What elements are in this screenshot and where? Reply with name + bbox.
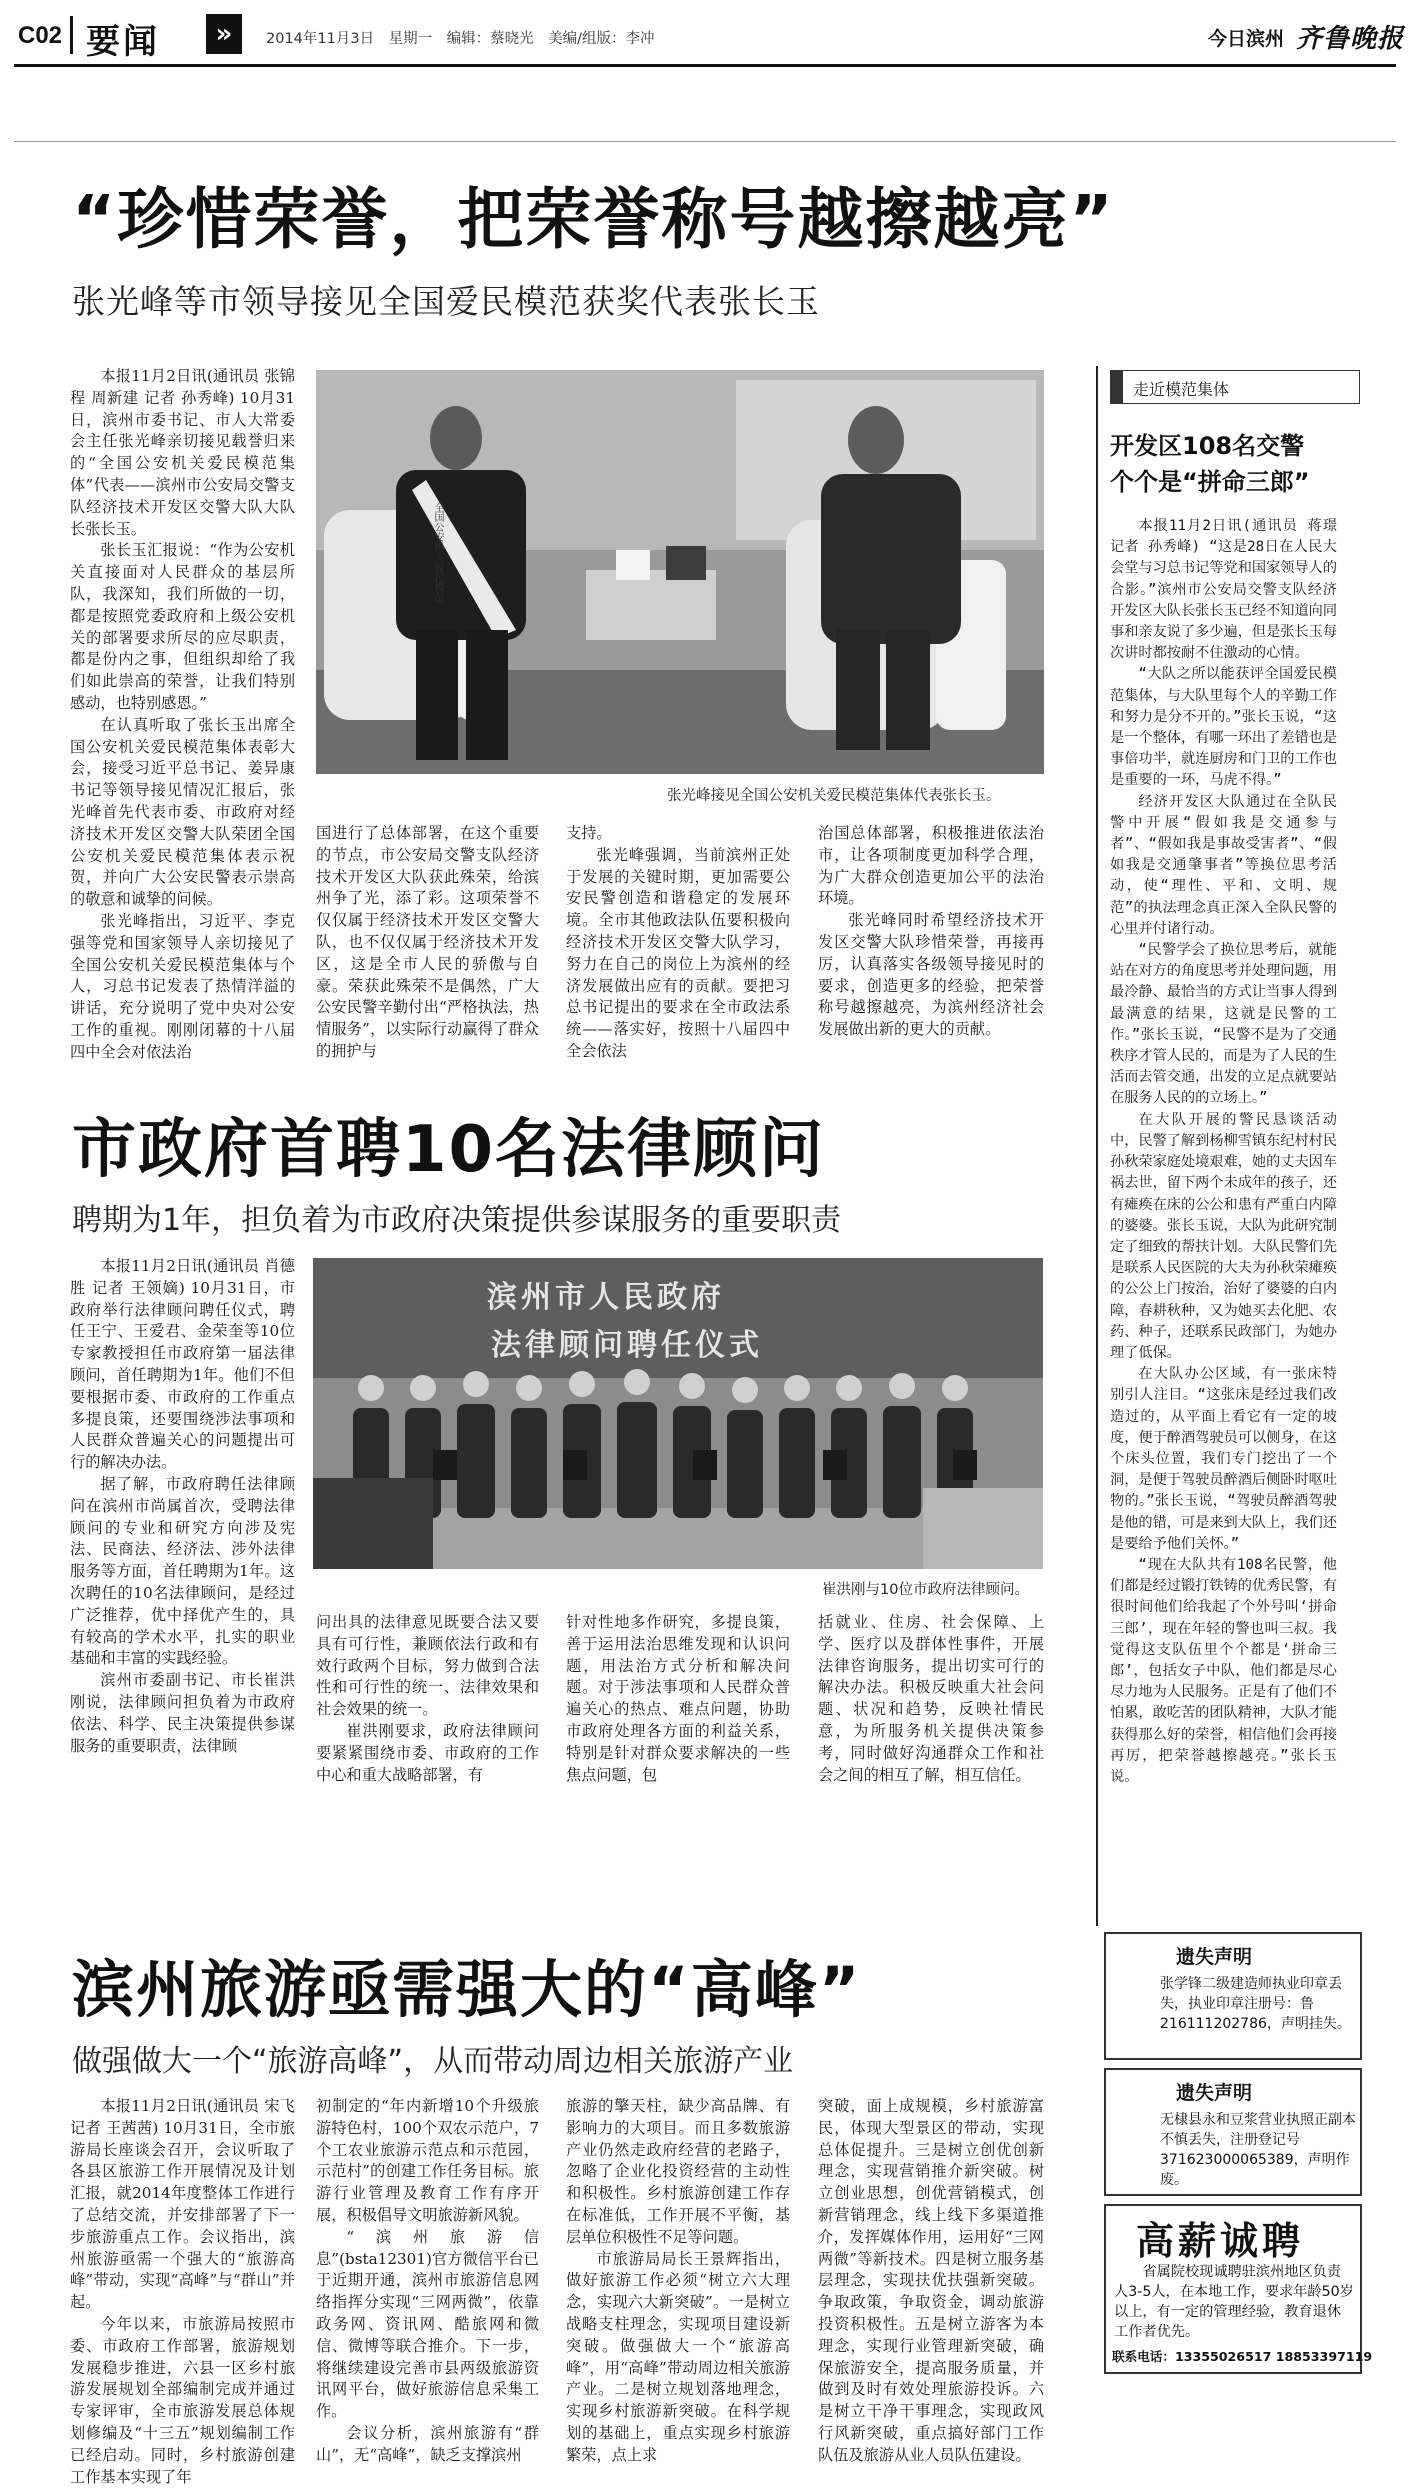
masthead-rule-thin — [14, 141, 1396, 142]
issue-info: 2014年11月3日 星期一 编辑：蔡晓光 美编/组版：李冲 — [266, 31, 655, 47]
story1-caption: 张光峰接见全国公安机关爱民模范集体代表张长玉。 — [667, 788, 1001, 804]
notice-title: 遗失声明 — [1176, 2082, 1253, 2104]
story3-col1 — [70, 2096, 295, 2486]
section-arrow-icon: » — [206, 14, 242, 54]
story1-col1 — [70, 366, 295, 1076]
paragraph: 张光峰指出，习近平、李克强等党和国家领导人亲切接见了全国公安机关爱民模范集体与个人，习总书记发表了热情洋溢的讲话，充分说明了党中央对公安工作的重视。刚刚闭幕的十八届四中全会对依法治 — [70, 911, 295, 1061]
paragraph: 初制定的“年内新增10个升级旅游特色村，100个双农示范户，7个工农业旅游示范点和示范园，示范村”的创建工作任务目标。旅游行业管理及教育工作有序开展，积极倡导文明旅游新风貌。 — [316, 2097, 539, 2224]
sash-text: 全国公安机关爱民模范 — [432, 502, 443, 602]
section-name: 要闻 — [86, 22, 160, 62]
paragraph: 会议分析，滨州旅游有“群山”，无“高峰”，缺乏支撑滨州 — [316, 2423, 539, 2464]
sidebar-tag-label: 走近模范集体 — [1133, 380, 1230, 399]
paragraph: 治国总体部署，积极推进依法治市，让各项制度更加科学合理，为广大群众创造更加公平的法治环境。 — [818, 824, 1044, 908]
paragraph: 本报11月2日讯(通讯员 蒋璟 记者 孙秀峰) “这是28日在人民大会堂与习总书记等党和国家领导人的合影。”滨州市公安局交警支队经济开发区大队长张长玉已经不知道向同事和亲友说了多少遍，但是张长玉每次讲时都按耐不住激动的心情。 — [1110, 518, 1338, 662]
recruit-ad — [1104, 2204, 1373, 2374]
notice-body: 无棣县永和豆浆营业执照正副本不慎丢失，注册登记号371623000065389，声明作废。 — [1160, 2112, 1356, 2188]
story2-col4 — [818, 1612, 1044, 1922]
story3-col4 — [818, 2096, 1044, 2464]
paragraph: 在认真听取了张长玉出席全国公安机关爱民模范集体表彰大会，接受习近平总书记、姜异康书记等领导接见情况汇报后，张光峰首先代表市委、市政府对经济技术开发区交警大队荣团全国公安机关爱民模范集体表示祝贺，并向广大公安民警表示崇高的敬意和诚挚的问候。 — [70, 715, 295, 909]
paragraph: 本报11月2日讯(通讯员 肖德胜 记者 王领嫡) 10月31日，市政府举行法律顾问聘任仪式，聘任王宁、王爱君、金荣奎等10位专家教授担任市政府第一届法律顾问，首任聘期为1年。他们不但要根据市委、市政府的工作重点多提良策，还要围绕涉法事项和人民群众普遍关心的问题提出可行的解决办法。 — [70, 1257, 295, 1472]
paragraph: 突破，面上成规模，乡村旅游富民，体现大型景区的带动，实现总体促提升。三是树立创优创新理念，实现营销推介新突破。树立创业思想，创优营销模式，创新营销理念，线上线下多渠道推介，发挥媒体作用，运用好“三网两微”等新技术。四是树立服务基层理念，实现扶优扶强新突破。争取政策，争取资金，调动旅游投资积极性。五是树立游客为本理念，实现行业管理新突破，确保旅游安全，提高服务质量，并做到及时有效处理旅游投诉。六是树立干净干事理念，实现政风行风新突破，重点搞好部门工作队伍及旅游从业人员队伍建设。 — [818, 2097, 1044, 2464]
paragraph: 支持。 — [566, 824, 612, 842]
brand-small: 今日滨州 — [1208, 28, 1285, 50]
sidebar-tag-marker — [1111, 371, 1123, 403]
paragraph: “民警学会了换位思考后，就能站在对方的角度思考并处理问题，用最冷静、最恰当的方式让当事人得到最满意的结果，这就是民警的工作。”张长玉说，“民警不是为了交通秩序才管人民的，而是为了人民的生活而去管交通，出发的立足点就要站在服务人民的的立场上。” — [1110, 942, 1338, 1107]
paragraph: 国进行了总体部署，在这个重要的节点，市公安局交警支队经济技术开发区大队获此殊荣，给滨州争了光，添了彩。这项荣誉不仅仅属于经济技术开发区交警大队，也不仅仅属于经济技术开发区，这是全市人民的骄傲与自豪。荣获此殊荣不是偶然，广大公安民警辛勤付出“严格执法，热情服务”，以实际行动赢得了群众的拥护与 — [316, 824, 539, 1060]
masthead-rule — [14, 64, 1396, 67]
notice-body: 张学锋二级建造师执业印章丢失，执业印章注册号：鲁216111202786，声明挂失。 — [1160, 1976, 1351, 2032]
story3-col2 — [316, 2096, 539, 2464]
lost-notice-2 — [1104, 2068, 1362, 2196]
sidebar-title-line1: 开发区108名交警 — [1110, 432, 1305, 460]
recruit-body: 省属院校现诚聘驻滨州地区负责人3-5人，在本地工作，要求年龄50岁以上，有一定的管理经验，教育退休工作者优先。 — [1114, 2264, 1354, 2340]
lost-notice-1 — [1104, 1932, 1362, 2060]
story1-col4 — [818, 823, 1044, 1076]
story3-headline: 滨州旅游亟需强大的“高峰” — [72, 1953, 862, 2026]
page-number: C02 — [18, 22, 63, 49]
story2-caption: 崔洪刚与10位市政府法律顾问。 — [822, 1582, 1029, 1598]
paragraph: “大队之所以能获评全国爱民模范集体，与大队里每个人的辛勤工作和努力是分不开的。”张长玉说，“这是一个整体，有哪一环出了差错也是事倍功半，就连厨房和门卫的工作也是重要的一环，马虎不得。” — [1110, 666, 1338, 789]
page-number-divider — [70, 16, 73, 54]
story2-headline: 市政府首聘10名法律顾问 — [72, 1113, 826, 1187]
masthead — [0, 0, 1409, 62]
sidebar-body — [1110, 516, 1337, 1914]
paragraph: 张光峰强调，当前滨州正处于发展的关键时期，更加需要公安民警创造和谐稳定的发展环境。全市其他政法队伍要积极向经济技术开发区交警大队学习，努力在自己的岗位上为滨州的经济发展做出应有的贡献。要把习总书记提出的要求在全市政法系统——落实好，按照十八届四中全会依法 — [566, 845, 790, 1060]
story1-col2 — [316, 823, 539, 1076]
notice-title: 遗失声明 — [1176, 1946, 1253, 1968]
paragraph: 张光峰同时希望经济技术开发区交警大队珍惜荣誉，再接再厉，认真落实各级领导接见时的要求，创造更多的经验，把荣誉称号越擦越亮，为滨州经济社会发展做出新的更大的贡献。 — [818, 911, 1044, 1039]
story3-col3 — [566, 2096, 790, 2464]
paragraph: 针对性地多作研究，多提良策，善于运用法治思维发现和认识问题，用法治方式分析和解决问题。对于涉法事项和人民群众普遍关心的热点、难点问题，协助市政府处理各方面的利益关系，特别是针对群众要求解决的一些焦点问题，包 — [566, 1613, 790, 1784]
paragraph: 旅游的擎天柱，缺少高品牌、有影响力的大项目。而且多数旅游产业仍然走政府经营的老路子，忽略了企业化投资经营的主动性和积极性。乡村旅游创建工作存在标准低，工作开展不平衡，基层单位积极性不足等问题。 — [566, 2097, 790, 2246]
paragraph: 崔洪刚要求，政府法律顾问要紧紧围绕市委、市政府的工作中心和重大战略部署，有 — [316, 1721, 539, 1784]
paragraph: 在大队办公区域，有一张床特别引人注目。“这张床是经过我们改造过的，从平面上看它有一定的坡度，便于醉酒驾驶员可以侧身，在这个床头位置，我们专门挖出了一个洞，是便于驾驶员醉酒后侧卧时呕吐物的。”张长玉说，“驾驶员醉酒驾驶是他的错，可是来到大队上，我们还是要给予他们关怀。” — [1110, 1366, 1338, 1552]
paragraph: 今年以来，市旅游局按照市委、市政府工作部署，旅游规划发展稳步推进，六县一区乡村旅游发展规划全部编制完成并通过专家评审，全市旅游发展总体规划修编及“十三五”规划编制工作已经启动。同时，乡村旅游创建工作基本实现了年 — [70, 2314, 295, 2486]
sidebar-title-line2: 个个是“拼命三郎” — [1110, 468, 1310, 496]
paragraph: “现在大队共有108名民警，他们都是经过锻打铁铸的优秀民警，有很时间他们给我起了个外号叫‘拼命三郎’，现在年轻的警也叫三叔。我觉得这支队伍里个个都是‘拼命三郎’，包括女子中队，他们都是尽心尽力地为人民服务。正是有了他们不怕累，敢吃苦的团队精神，大队才能获得那么好的荣誉，相信他们会再接再厉，把荣誉越擦越亮。”张长玉说。 — [1110, 1556, 1338, 1785]
paragraph: 本报11月2日讯(通讯员 张锦程 周新建 记者 孙秀峰) 10月31日，滨州市委书记、市人大常委会主任张光峰亲切接见载誉归来的“全国公安机关爱民模范集体”代表——滨州市公安局交警支队经济技术开发区交警大队大队长张长玉。 — [70, 367, 295, 538]
recruit-title: 高薪诚聘 — [1136, 2219, 1305, 2263]
paragraph: 滨州市委副书记、市长崔洪刚说，法律顾问担负着为市政府依法、科学、民主决策提供参谋服务的重要职责，法律顾 — [70, 1671, 295, 1755]
brand-logo: 齐鲁晚报 — [1296, 24, 1405, 54]
paragraph: 经济开发区大队通过在全队民警中开展“假如我是交通参与者”、“假如我是事故受害者”、“假如我是交通肇事者”等换位思考活动，使“理性、平和、文明、规范”的执法理念真正深入全队民警的心里并付诸行动。 — [1110, 793, 1337, 937]
story1-subhead: 张光峰等市领导接见全国爱民模范获奖代表张长玉 — [72, 282, 820, 321]
paragraph: 在大队开展的警民恳谈活动中，民警了解到杨柳雪镇东纪村村民孙秋荣家庭处境艰难，她的丈夫因车祸去世，留下两个未成年的孩子，还有瘫痪在床的公公和患有严重白内障的婆婆。张长玉说，大队为此研究制定了细致的帮扶计划。大队民警们先是联系人民医院的大夫为孙秋荣瘫痪的公公上门按治，治好了婆婆的白内障，春耕秋种，又为她买去化肥、农药、种子，还联系民政部门，为她办理了低保。 — [1110, 1111, 1338, 1361]
story2-col1 — [70, 1256, 295, 1922]
paragraph: 据了解，市政府聘任法律顾问在滨州市尚属首次，受聘法律顾问的专业和研究方向涉及宪法、民商法、经济法、涉外法律服务等方面，首任聘期为1年。这次聘任的10名法律顾问，是经过广泛推荐，优中择优产生的，具有较高的学术水平，扎实的职业基础和丰富的实践经验。 — [70, 1474, 295, 1668]
paragraph: 张长玉汇报说：“作为公安机关直接面对人民群众的基层所队，我深知，我们所做的一切，都是按照党委政府和上级公安机关的部署要求所尽的应尽职责，都是份内之事，但组织却给了我们如此崇高的荣誉，让我们特别感动，也特别感恩。” — [70, 541, 295, 712]
paragraph: 括就业、住房、社会保障、上学、医疗以及群体性事件，开展法律咨询服务，提出切实可行的解决办法。积极反映重大社会问题、状况和趋势，反映社情民意，为所服务机关提供决策参考，同时做好沟通群众工作和社会之间的相互了解，相互信任。 — [818, 1613, 1044, 1784]
paragraph: 问出具的法律意见既要合法又要具有可行性，兼顾依法行政和有效行政两个目标，努力做到合法性和可行性的统一、法律效果和社会效果的统一。 — [316, 1613, 539, 1719]
meeting-photo-graphic — [316, 370, 1044, 774]
story1-col3 — [566, 823, 790, 1076]
story1-headline: “珍惜荣誉，把荣誉称号越擦越亮” — [72, 181, 1115, 258]
paragraph: “滨州旅游信息”(bsta12301)官方微信平台已于近期开通，滨州市旅游信息网络指挥分实现“三网两微”，依靠政务网、资讯网、酷旅网和微信、微博等联合推介。下一步，将继续建设完善市县两级旅游资讯网平台，做好旅游信息采集工作。 — [316, 2227, 539, 2421]
story2-col2 — [316, 1612, 539, 1922]
sidebar-divider — [1096, 366, 1098, 1926]
paragraph: 本报11月2日讯(通讯员 宋飞 记者 王茜茜) 10月31日，全市旅游局长座谈会召开，会议听取了各县区旅游工作开展情况及计划汇报，就2014年度整体工作进行了总结交流，并安排部署了下一步旅游重点工作。会议指出，滨州旅游亟需一个强大的“旅游高峰”带动，实现“高峰”与“群山”并起。 — [70, 2097, 295, 2312]
paragraph: 市旅游局局长王景辉指出，做好旅游工作必须“树立六大理念，实现六大新突破”。一是树立战略支柱理念，实现项目建设新突破。做强做大一个“旅游高峰”，用“高峰”带动周边相关旅游产业。二是树立规划落地理念，实现乡村旅游新突破。在科学规划的基础上，重点实现乡村旅游繁荣，点上求 — [566, 2249, 790, 2464]
banner-line1: 滨州市人民政府 — [487, 1280, 725, 1315]
banner-line2: 法律顾问聘任仪式 — [491, 1328, 763, 1363]
sidebar-tag — [1110, 370, 1360, 404]
story2-photo — [313, 1258, 1043, 1569]
story2-subhead: 聘期为1年，担负着为市政府决策提供参谋服务的重要职责 — [72, 1203, 842, 1238]
story2-col3 — [566, 1612, 790, 1922]
story1-photo — [316, 370, 1044, 774]
story3-subhead: 做强做大一个“旅游高峰”，从而带动周边相关旅游产业 — [72, 2044, 794, 2079]
recruit-contact: 联系电话：13355026517 18853397119 — [1112, 2349, 1373, 2364]
